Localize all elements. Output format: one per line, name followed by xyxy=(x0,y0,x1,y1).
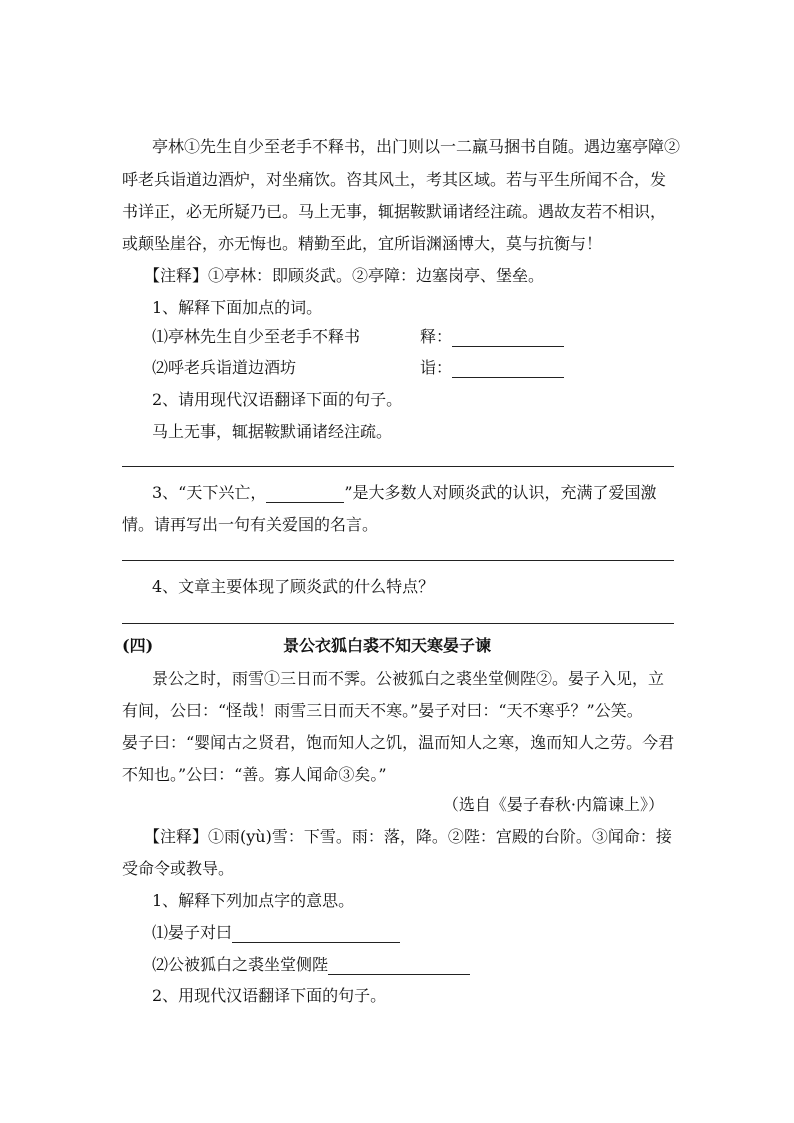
answer-label-2-text: 诣： xyxy=(420,358,453,377)
question-1-item-1: ⑴亭林先生自少至老手不释书 xyxy=(152,327,361,346)
passage-line-2: 呼老兵诣道边酒炉，对坐痛饮。咨其风土，考其区域。若与平生所闻不合，发 xyxy=(122,170,667,189)
question-3-part-1: 3、“天下兴亡， xyxy=(152,483,267,502)
section-4-note-line-1: 【注释】①雨(yù)雪：下雪。雨：落，降。②陛：宫殿的台阶。③闻命：接 xyxy=(144,827,672,846)
question-3-line-2: 情。请再写出一句有关爱国的名言。 xyxy=(122,515,379,534)
section-4-question-1-prompt: 1、解释下列加点字的意思。 xyxy=(152,891,355,910)
answer-blank-2[interactable] xyxy=(452,361,564,378)
section-4-passage-line-3: 晏子曰：“婴闻古之贤君，饱而知人之饥，温而知人之寒，逸而知人之劳。今君 xyxy=(122,733,675,752)
question-2-sentence: 马上无事，辄据鞍默诵诸经注疏。 xyxy=(152,422,393,441)
answer-line-q2[interactable] xyxy=(122,466,674,467)
section-number: (四) xyxy=(122,636,154,655)
section-title: 景公衣狐白裘不知天寒晏子谏 xyxy=(283,636,492,655)
question-2-prompt: 2、请用现代汉语翻译下面的句子。 xyxy=(152,390,403,409)
answer-line-q3[interactable] xyxy=(122,560,674,561)
section-4-item-1-text: ⑴晏子对曰 xyxy=(152,923,233,942)
passage-line-1: 亭林①先生自少至老手不释书，出门则以一二羸马捆书自随。遇边塞亭障② xyxy=(152,137,681,156)
answer-blank-q3[interactable] xyxy=(266,486,344,503)
section-4-question-1-item-1 xyxy=(152,923,400,943)
section-4-answer-blank-2[interactable] xyxy=(328,958,470,975)
answer-line-q4[interactable] xyxy=(122,623,674,624)
question-1-item-2: ⑵呼老兵诣道边酒坊 xyxy=(152,358,297,377)
source-citation: （选自《晏子春秋·内篇谏上》） xyxy=(442,795,664,814)
section-4-item-2-text: ⑵公被狐白之裘坐堂侧陛 xyxy=(152,955,329,974)
answer-label-1-text: 释： xyxy=(420,327,453,346)
section-4-passage-line-1: 景公之时，雨雪①三日而不霁。公被狐白之裘坐堂侧陛②。晏子入见，立 xyxy=(152,669,665,688)
section-4-passage-line-4: 不知也。”公曰：“善。寡人闻命③矣。” xyxy=(122,765,387,784)
section-4-passage-line-2: 有间，公曰：“怪哉！雨雪三日而天不寒。”晏子对曰：“天不寒乎？”公笑。 xyxy=(122,701,643,720)
passage-line-3: 书详正，必无所疑乃已。马上无事，辄据鞍默诵诸经注疏。遇故友若不相识， xyxy=(122,202,667,221)
answer-label-2 xyxy=(420,358,564,378)
annotation-note: 【注释】①亭林：即顾炎武。②亭障：边塞岗亭、堡垒。 xyxy=(144,266,545,285)
answer-blank-1[interactable] xyxy=(452,330,564,347)
section-4-question-1-item-2 xyxy=(152,955,470,975)
answer-label-1 xyxy=(420,327,564,347)
question-3-line-1 xyxy=(152,483,657,503)
question-1-prompt: 1、解释下面加点的词。 xyxy=(152,298,323,317)
section-4-answer-blank-1[interactable] xyxy=(232,926,400,943)
question-4-prompt: 4、文章主要体现了顾炎武的什么特点？ xyxy=(152,577,435,596)
section-4-question-2-prompt: 2、用现代汉语翻译下面的句子。 xyxy=(152,986,387,1005)
passage-line-4: 或颠坠崖谷，亦无悔也。精勤至此，宜所诣渊涵博大，莫与抗衡与！ xyxy=(122,234,603,253)
section-4-note-line-2: 受命令或教导。 xyxy=(122,859,235,878)
question-3-part-2: ”是大多数人对顾炎武的认识，充满了爱国激 xyxy=(344,483,657,502)
